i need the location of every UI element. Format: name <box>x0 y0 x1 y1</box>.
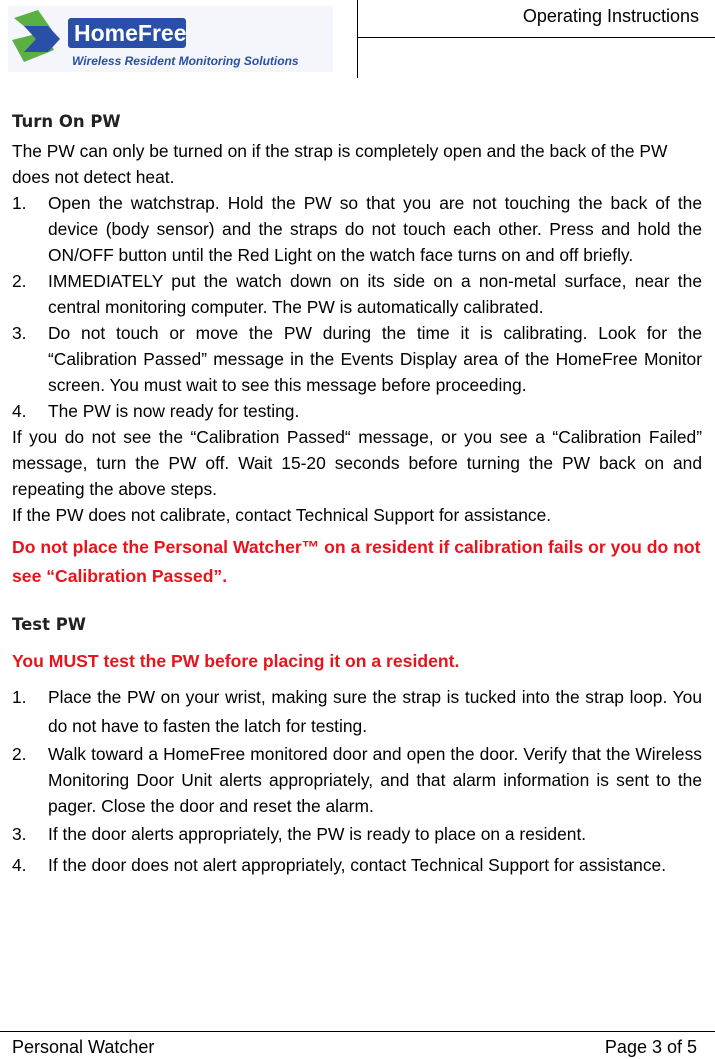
list-item: 4. The PW is now ready for testing. <box>12 401 300 421</box>
turn-on-steps <box>12 190 702 424</box>
calibration-warning: Do not place the Personal Watcher™ on a resident if calibration fails or you do not see “Calibration Passed”. <box>12 537 701 586</box>
page-content <box>12 110 702 880</box>
calibration-note: If you do not see the “Calibration Passed“ message, or you see a “Calibration Failed” message, turn the PW off. Wait 15-20 seconds before turning the PW back on and repeating the above steps. <box>12 427 702 499</box>
support-note: If the PW does not calibrate, contact Technical Support for assistance. <box>12 505 552 525</box>
list-item: 3. If the door alerts appropriately, the PW is ready to place on a resident. <box>12 824 587 844</box>
section-heading-turn-on: Turn On PW <box>12 112 121 131</box>
section-heading-test: Test PW <box>12 615 87 634</box>
page-header <box>0 0 715 78</box>
intro-paragraph: The PW can only be turned on if the strap is completely open and the back of the PW does not detect heat. <box>12 141 668 187</box>
footer-divider <box>0 1031 715 1032</box>
list-item: 2. IMMEDIATELY put the watch down on its side on a non-metal surface, near the central monitoring computer. The PW is automatically calibrated. <box>12 271 702 317</box>
logo-tagline: Wireless Resident Monitoring Solutions <box>72 54 299 68</box>
header-divider-horizontal <box>357 37 715 38</box>
list-item: 1. Open the watchstrap. Hold the PW so that you are not touching the back of the device (body sensor) and the straps do not touch each other. Press and hold the ON/OFF button until the Red Light on the watch face turns on and off briefly. <box>12 193 702 265</box>
list-item: 2. Walk toward a HomeFree monitored door and open the door. Verify that the Wireless Monitoring Door Unit alerts appropriately, and that alarm information is sent to the pager. Close the door and reset the alarm. <box>12 744 702 816</box>
footer-product-name: Personal Watcher <box>12 1037 155 1057</box>
footer-page-number: Page 3 of 5 <box>604 1037 697 1057</box>
list-item: 4. If the door does not alert appropriately, contact Technical Support for assistance. <box>12 855 667 875</box>
logo-brand: HomeFree <box>74 20 187 46</box>
test-steps <box>12 683 702 880</box>
document-title: Operating Instructions <box>522 6 699 26</box>
test-warning: You MUST test the PW before placing it on a resident. <box>12 651 460 671</box>
list-item: 1. Place the PW on your wrist, making sure the strap is tucked into the strap loop. You do not have to fasten the latch for testing. <box>12 687 702 736</box>
homefree-logo <box>8 6 333 72</box>
header-divider-vertical <box>357 0 358 78</box>
list-item: 3. Do not touch or move the PW during the time it is calibrating. Look for the “Calibration Passed” message in the Events Display area of the HomeFree Monitor screen. You must wait to see this message before proceeding. <box>12 323 702 395</box>
